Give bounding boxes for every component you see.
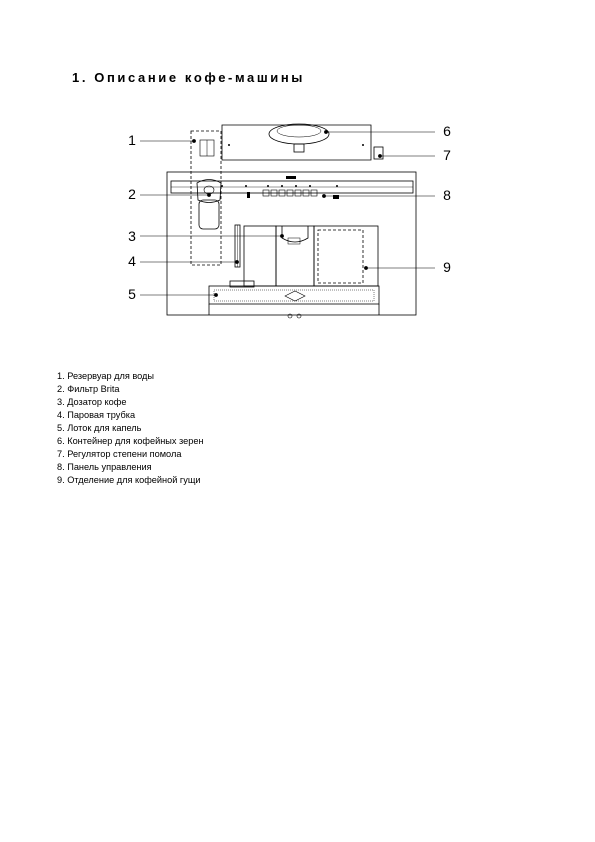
legend-item: 9. Отделение для кофейной гущи	[57, 475, 201, 485]
legend-item: 2. Фильтр Brita	[57, 384, 120, 394]
callout-4: 4	[128, 253, 136, 269]
coffee-dispenser	[282, 226, 308, 242]
leader-lines	[140, 130, 435, 296]
legend-item: 4. Паровая трубка	[57, 410, 136, 420]
callout-9: 9	[443, 259, 451, 275]
grounds-compartment	[314, 226, 378, 286]
legend-item: 6. Контейнер для кофейных зерен	[57, 436, 204, 446]
callout-6: 6	[443, 123, 451, 139]
section-heading: 1. Описание кофе-машины	[72, 70, 306, 85]
legend-item: 7. Регулятор степени помола	[57, 449, 182, 459]
legend-item: 1. Резервуар для воды	[57, 371, 155, 381]
callout-7: 7	[443, 147, 451, 163]
callout-3: 3	[128, 228, 136, 244]
water-tank	[191, 131, 221, 265]
bean-container-neck	[294, 144, 304, 152]
legend-item: 3. Дозатор кофе	[57, 397, 127, 407]
callout-5: 5	[128, 286, 136, 302]
callout-8: 8	[443, 187, 451, 203]
brita-filter-body	[199, 200, 219, 229]
bean-container-lid	[269, 124, 329, 144]
legend-item: 5. Лоток для капель	[57, 423, 142, 433]
callout-1: 1	[128, 132, 136, 148]
brita-filter-top	[197, 180, 221, 203]
top-housing	[222, 125, 371, 160]
callout-2: 2	[128, 186, 136, 202]
grounds-container	[318, 230, 363, 283]
component-legend	[57, 370, 204, 487]
left-module	[244, 226, 276, 286]
legend-item: 8. Панель управления	[57, 462, 152, 472]
grind-regulator	[374, 147, 383, 159]
drip-tray	[209, 286, 379, 304]
